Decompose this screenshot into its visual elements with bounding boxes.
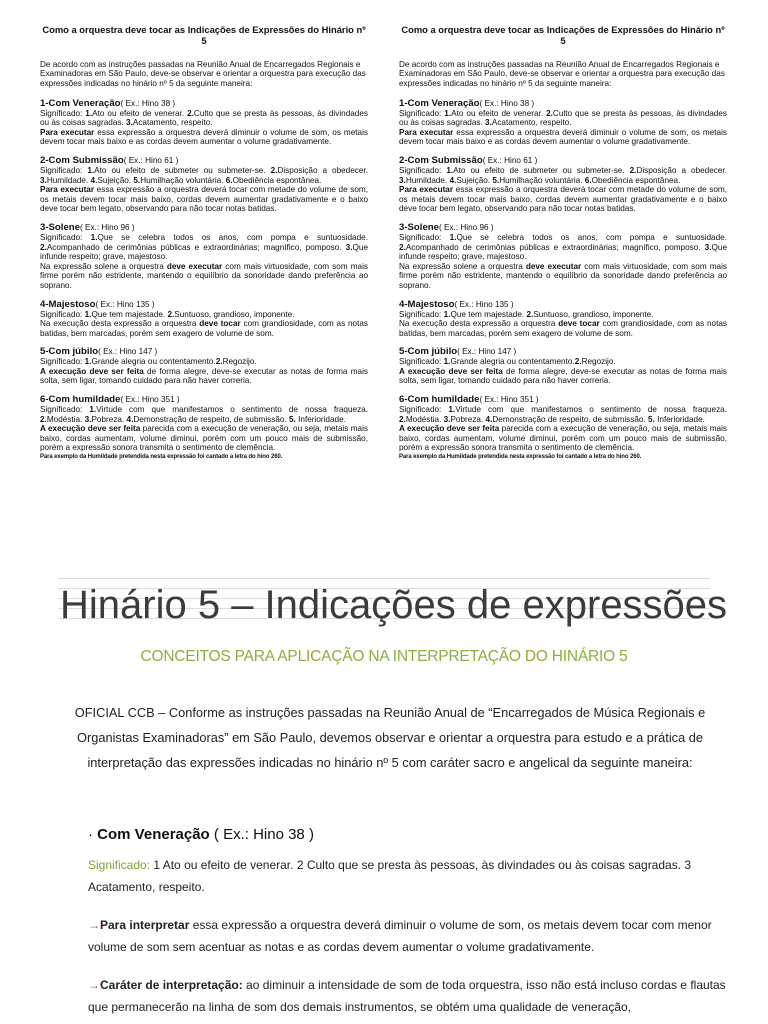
meaning-number: 3. — [40, 175, 47, 185]
meaning-number: 4. — [485, 414, 493, 424]
meaning-number: 1. — [85, 108, 93, 118]
expression-execution — [40, 424, 368, 453]
arrow-icon: → — [88, 918, 100, 932]
meaning-item: Ato ou efeito de venerar. — [92, 108, 188, 118]
execution-label: A execução deve ser feita — [399, 366, 503, 376]
expression-meaning — [40, 310, 368, 320]
meaning-number: 1. — [446, 165, 454, 175]
expression-name: 6-Com humildade — [40, 394, 121, 406]
expression-example: ( Ex.: Hino 61 ) — [482, 155, 538, 165]
expression-meaning — [40, 233, 368, 262]
meaning-number: 5. — [492, 175, 500, 185]
expression-section — [40, 98, 368, 147]
expression-heading — [40, 155, 368, 166]
expression-meaning — [399, 166, 727, 185]
meaning-item: Humilhação voluntária. — [140, 175, 226, 185]
expression-name: 1-Com Veneração — [399, 97, 480, 109]
meaning-number: 2. — [40, 242, 47, 252]
meaning-item: Acompanhado de cerimônias públicas e extraordinárias; magnífico, pomposo. — [46, 242, 346, 252]
expression-section — [40, 394, 368, 461]
expression-name: 4-Majestoso — [399, 298, 455, 310]
bullet: · — [88, 826, 98, 843]
expression-name: 4-Majestoso — [40, 298, 96, 310]
meaning-number: 2. — [215, 357, 223, 367]
execution-prefix: Na expressão solene a orquestra — [399, 261, 526, 271]
meaning-item: Regozijo. — [581, 357, 616, 367]
meaning-item: Demonstração de respeito, de submissão. — [492, 414, 649, 424]
meaning-label: Significado: — [40, 232, 91, 242]
meaning-number: 3. — [485, 118, 492, 128]
meaning-number: 3. — [443, 414, 451, 424]
expression-name: 6-Com humildade — [399, 394, 480, 406]
meaning-item: Modéstia. — [46, 414, 85, 424]
expression-section — [399, 299, 727, 339]
meaning-item: Grande alegria ou contentamento. — [450, 357, 575, 367]
expression-meaning — [399, 310, 727, 320]
meaning-item: Virtude com que manifestamos o sentimento de nossa fraqueza. — [455, 405, 727, 415]
meaning-number: 4. — [90, 175, 98, 185]
expression-section — [40, 346, 368, 386]
expression-execution — [399, 128, 727, 147]
meaning-number: 2. — [40, 414, 47, 424]
expression-section — [399, 394, 727, 461]
meaning-number: 6. — [225, 175, 233, 185]
expression-meaning — [399, 233, 727, 262]
meaning-item: Inferioridade. — [654, 414, 705, 424]
expression-name: 1-Com Veneração — [40, 97, 121, 109]
expression-heading — [399, 346, 727, 357]
execution-label: Para executar — [399, 185, 454, 195]
meaning-item: Que se celebra todos os anos, com pompa e suntuosidade. — [456, 232, 727, 242]
expression-section — [399, 346, 727, 386]
meaning-number: 2. — [574, 357, 582, 367]
meaning-number: 2. — [546, 108, 553, 118]
meaning-number: 1. — [84, 357, 92, 367]
expression-example: ( Ex.: Hino 147 ) — [457, 347, 517, 357]
execution-label: deve executar — [525, 261, 582, 271]
execution-prefix: Na expressão solene a orquestra — [40, 261, 167, 271]
expression-meaning — [399, 405, 727, 424]
expression-example: ( Ex.: Hino 135 ) — [95, 299, 155, 309]
image-interpret — [88, 914, 728, 958]
expression-execution — [399, 262, 727, 291]
meaning-item: Humilhação voluntária. — [499, 175, 585, 185]
expression-example: ( Ex.: Hino 351 ) — [479, 395, 539, 405]
document-title: Como a orquestra deve tocar as Indicações de Expressões do Hinário nº 5 — [401, 24, 725, 47]
meaning-label: Significado: — [40, 309, 85, 319]
column-right — [399, 24, 727, 469]
expression-heading — [40, 222, 368, 233]
meaning-item: Demonstração de respeito, de submissão. — [133, 414, 290, 424]
meaning-number: 3. — [345, 242, 353, 252]
meaning-number: 5. — [648, 414, 655, 424]
meaning-item: Que infunde respeito; grave, majestoso. — [399, 242, 727, 262]
expression-name: 5-Com júbilo — [40, 346, 99, 358]
expression-execution — [40, 319, 368, 338]
execution-text: com mais virtuosidade, com som mais firme porém não estridente, mantendo o equilíbrio da sonoridade dando preferência ao soprano. — [399, 261, 727, 290]
meaning-number: 4. — [126, 414, 134, 424]
column-left — [40, 24, 368, 469]
meaning-label: Significado: — [40, 357, 85, 367]
image-meaning — [88, 854, 728, 898]
meaning-number: 3. — [704, 242, 712, 252]
expression-name: 3-Solene — [399, 221, 439, 233]
meaning-item: Regozijo. — [222, 357, 257, 367]
expression-name: 3-Solene — [40, 221, 80, 233]
execution-label: deve executar — [166, 261, 223, 271]
expression-example: ( Ex.: Hino 135 ) — [454, 299, 514, 309]
meaning-item: Obediência espontânea. — [591, 175, 681, 185]
document-intro: De acordo com as instruções passadas na Reunião Anual de Encarregados Regionais e Examinadoras em São Paulo, deve-se observar e orientar a orquestra para execução das expressões indicadas no hinário nº 5 da seguinte maneira: — [40, 59, 366, 88]
meaning-number: 1. — [449, 232, 457, 242]
expression-example: ( Ex.: Hino 96 ) — [80, 222, 135, 232]
meaning-number: 2. — [526, 309, 534, 319]
expression-example: ( Ex.: Hino 38 ) — [120, 98, 176, 108]
meaning-number: 6. — [584, 175, 592, 185]
meaning-number: 1. — [84, 309, 92, 319]
image-title: Hinário 5 – Indicações de expressões — [60, 583, 728, 627]
execution-label: A execução deve ser feita — [399, 424, 500, 434]
meaning-number: 3. — [399, 175, 406, 185]
meaning-number: 1. — [448, 405, 456, 415]
document-intro: De acordo com as instruções passadas na Reunião Anual de Encarregados Regionais e Examinadoras em São Paulo, deve-se observar e orientar a orquestra para execução das expressões indicadas no hinário nº 5 da seguinte maneira: — [399, 59, 725, 88]
meaning-item: Pobreza. — [450, 414, 486, 424]
meaning-label: Significado: — [40, 108, 86, 118]
execution-prefix: Na execução desta expressão a orquestra — [399, 319, 559, 329]
expression-section — [399, 155, 727, 214]
meaning-number: 2. — [167, 309, 175, 319]
meaning-item: Culto que se presta às pessoas, às divindades ou às coisas sagradas. — [399, 108, 728, 128]
expression-execution — [40, 128, 368, 147]
execution-text: com grandiosidade, com as notas batidas, bem marcadas, porém sem exagero de volume de som. — [399, 319, 727, 338]
meaning-number: 4. — [449, 175, 457, 185]
expression-note: Para exemplo da Humildade pretendida nesta expressão foi cantado a letra do hino 260. — [399, 454, 642, 461]
meaning-label: Significado: — [399, 357, 444, 367]
expression-execution — [399, 424, 727, 453]
meaning-number: 1. — [89, 405, 97, 415]
meaning-item: Humildade. — [405, 175, 450, 185]
arrow-icon: → — [88, 978, 100, 992]
meaning-number: 2. — [629, 165, 637, 175]
meaning-item: Obediência espontânea. — [232, 175, 322, 185]
image-section-name: Com Veneração — [97, 826, 210, 843]
meaning-label: Significado: — [399, 165, 447, 175]
meaning-item: Humildade. — [46, 175, 91, 185]
meaning-label: Significado: — [40, 405, 90, 415]
expression-section — [40, 299, 368, 339]
meaning-item: Modéstia. — [405, 414, 444, 424]
meaning-item: Culto que se presta às pessoas, às divindades ou às coisas sagradas. — [40, 108, 369, 128]
meaning-number: 1. — [444, 108, 452, 118]
expression-meaning — [40, 166, 368, 185]
expression-meaning — [40, 357, 368, 367]
interpret-label: Para interpretar — [100, 918, 190, 932]
hinario-image — [0, 540, 768, 1024]
meaning-item: Disposição a obedecer. — [636, 165, 727, 175]
meaning-label: Significado: — [399, 232, 450, 242]
execution-text: de forma alegre, deve-se executar as notas de forma mais solta, sem ligar, tomando cuidado para não haver correria. — [399, 366, 727, 386]
meaning-item: Suntuoso, grandioso, imponente. — [174, 309, 295, 319]
expression-execution — [399, 367, 727, 386]
meaning-number: 2. — [399, 242, 406, 252]
expression-example: ( Ex.: Hino 61 ) — [123, 155, 179, 165]
meaning-item: Ato ou efeito de submeter ou submeter-se. — [453, 165, 630, 175]
meaning-number: 1. — [443, 357, 451, 367]
meaning-item: Acatamento, respeito. — [491, 118, 572, 128]
execution-text: com grandiosidade, com as notas batidas, bem marcadas, porém sem exagero de volume de som. — [40, 319, 368, 338]
expression-execution — [399, 319, 727, 338]
expression-heading — [40, 299, 368, 310]
execution-label: Para executar — [399, 127, 454, 137]
execution-text: parecida com a execução de veneração, ou seja, metais mais baixo, cordas aumentam, volume diminui, porém com um pouco mais de submissão, porém a expressão sonora transmita o sentimento de clemência. — [40, 424, 368, 453]
expression-example: ( Ex.: Hino 96 ) — [439, 222, 494, 232]
expression-heading — [399, 155, 727, 166]
execution-label: Para executar — [40, 185, 95, 195]
execution-text: essa expressão a orquestra deverá diminuir o volume de som, os metais devem tocar mais baixo e as cordas devem aumentar o volume gradativamente. — [399, 127, 727, 147]
expression-execution — [40, 367, 368, 386]
expression-example: ( Ex.: Hino 38 ) — [479, 98, 535, 108]
meaning-number: 1. — [87, 165, 95, 175]
character-text: ao diminuir a intensidade de som de toda orquestra, isso não está incluso cordas e flautas que permanecerão na linha de som dos demais instrumentos, se obtém uma qualidade de veneração, — [88, 978, 726, 1014]
expression-meaning — [40, 405, 368, 424]
meaning-number: 2. — [399, 414, 406, 424]
meaning-item: Ato ou efeito de venerar. — [451, 108, 547, 118]
execution-prefix: Na execução desta expressão a orquestra — [40, 319, 200, 329]
execution-text: com mais virtuosidade, com som mais firme porém não estridente, mantendo o equilíbrio da sonoridade dando preferência ao soprano. — [40, 261, 368, 290]
image-character — [88, 974, 728, 1018]
character-label: Caráter de interpretação: — [100, 978, 243, 992]
execution-label: deve tocar — [199, 319, 241, 329]
expression-heading — [40, 346, 368, 357]
meaning-label: Significado: — [399, 108, 445, 118]
meaning-item: Acompanhado de cerimônias públicas e extraordinárias; magnífico, pomposo. — [405, 242, 705, 252]
expression-execution — [40, 185, 368, 214]
image-intro-paragraph: OFICIAL CCB – Conforme as instruções passadas na Reunião Anual de “Encarregados de Música Regionais e Organistas Examinadoras” em São Paulo, devemos observar e orientar a orquestra para estudo e a prática de interpretação das expressões indicadas no hinário nº 5 com caráter sacro e angelical da seguinte maneira: — [74, 705, 706, 770]
expression-section — [399, 98, 727, 147]
meaning-item: Grande alegria ou contentamento. — [91, 357, 216, 367]
meaning-label: Significado: — [88, 858, 154, 872]
meaning-item: Pobreza. — [91, 414, 127, 424]
expression-meaning — [399, 357, 727, 367]
execution-text: de forma alegre, deve-se executar as notas de forma mais solta, sem ligar, tomando cuidado para não haver correria. — [40, 366, 368, 386]
meaning-number: 5. — [133, 175, 141, 185]
expression-example: ( Ex.: Hino 351 ) — [120, 395, 180, 405]
expression-name: 2-Com Submissão — [399, 154, 483, 166]
execution-text: essa expressão a orquestra deverá tocar com metade do volume de som, os metais devem tocar mais baixo, cordas devem aumentar gradativamente e o baixo deve tocar bem legato, observando para não tocar notas batidas. — [40, 185, 369, 214]
execution-label: A execução deve ser feita — [40, 424, 141, 434]
expression-heading — [399, 222, 727, 233]
meaning-number: 2. — [187, 108, 194, 118]
expression-heading — [399, 299, 727, 310]
meaning-label: Significado: — [399, 309, 444, 319]
expression-meaning — [399, 109, 727, 128]
meaning-label: Significado: — [40, 165, 88, 175]
meaning-item: Acatamento, respeito. — [132, 118, 213, 128]
expression-section — [399, 222, 727, 291]
meaning-label: Significado: — [399, 405, 449, 415]
meaning-item: Sujeição. — [97, 175, 134, 185]
meaning-number: 5. — [289, 414, 296, 424]
execution-text: essa expressão a orquestra deverá tocar com metade do volume de som, os metais devem tocar mais baixo, cordas devem aumentar gradativamente e o baixo deve tocar bem legato, observando para não tocar notas batidas. — [399, 185, 728, 214]
expression-section — [40, 155, 368, 214]
image-section-heading — [88, 826, 314, 843]
meaning-item: Que tem majestade. — [91, 309, 168, 319]
meaning-item: Que infunde respeito; grave, majestoso. — [40, 242, 368, 262]
meaning-number: 3. — [84, 414, 92, 424]
meaning-number: 3. — [126, 118, 133, 128]
execution-label: A execução deve ser feita — [40, 366, 144, 376]
meaning-item: Que se celebra todos os anos, com pompa e suntuosidade. — [97, 232, 368, 242]
image-section-example: ( Ex.: Hino 38 ) — [213, 826, 314, 843]
expression-heading — [40, 98, 368, 109]
image-subtitle: CONCEITOS PARA APLICAÇÃO NA INTERPRETAÇÃO DO HINÁRIO 5 — [140, 648, 628, 665]
expression-name: 5-Com júbilo — [399, 346, 458, 358]
meaning-number: 1. — [90, 232, 98, 242]
expression-example: ( Ex.: Hino 147 ) — [98, 347, 158, 357]
meaning-item: Que tem majestade. — [450, 309, 527, 319]
meaning-text: 1 Ato ou efeito de venerar. 2 Culto que se presta às pessoas, às divindades ou às coisas sagradas. 3 Acatamento, respeito. — [88, 858, 692, 894]
expression-execution — [399, 185, 727, 214]
expression-heading — [40, 394, 368, 405]
expression-execution — [40, 262, 368, 291]
expression-heading — [399, 394, 727, 405]
document-title: Como a orquestra deve tocar as Indicações de Expressões do Hinário nº 5 — [42, 24, 366, 47]
execution-text: essa expressão a orquestra deverá diminuir o volume de som, os metais devem tocar mais baixo e as cordas devem aumentar o volume gradativamente. — [40, 127, 368, 147]
meaning-number: 1. — [443, 309, 451, 319]
meaning-item: Sujeição. — [456, 175, 493, 185]
meaning-item: Inferioridade. — [295, 414, 346, 424]
execution-label: Para executar — [40, 127, 95, 137]
meaning-item: Virtude com que manifestamos o sentimento de nossa fraqueza. — [96, 405, 368, 415]
meaning-number: 2. — [270, 165, 278, 175]
interpret-text: essa expressão a orquestra deverá diminuir o volume de som, os metais devem tocar com menor volume de som sem acentuar as notas e as cordas devem aumentar o volume gradativamente. — [88, 918, 712, 954]
expression-note: Para exemplo da Humildade pretendida nesta expressão foi cantado a letra do hino 260. — [40, 454, 283, 461]
meaning-item: Suntuoso, grandioso, imponente. — [533, 309, 654, 319]
execution-text: parecida com a execução de veneração, ou seja, metais mais baixo, cordas aumentam, volume diminui, porém com um pouco mais de submissão, porém a expressão sonora transmita o sentimento de clemência. — [399, 424, 727, 453]
meaning-item: Ato ou efeito de submeter ou submeter-se. — [94, 165, 271, 175]
expression-name: 2-Com Submissão — [40, 154, 124, 166]
expression-heading — [399, 98, 727, 109]
expression-section — [40, 222, 368, 291]
expression-meaning — [40, 109, 368, 128]
execution-label: deve tocar — [558, 319, 600, 329]
meaning-item: Disposição a obedecer. — [277, 165, 368, 175]
